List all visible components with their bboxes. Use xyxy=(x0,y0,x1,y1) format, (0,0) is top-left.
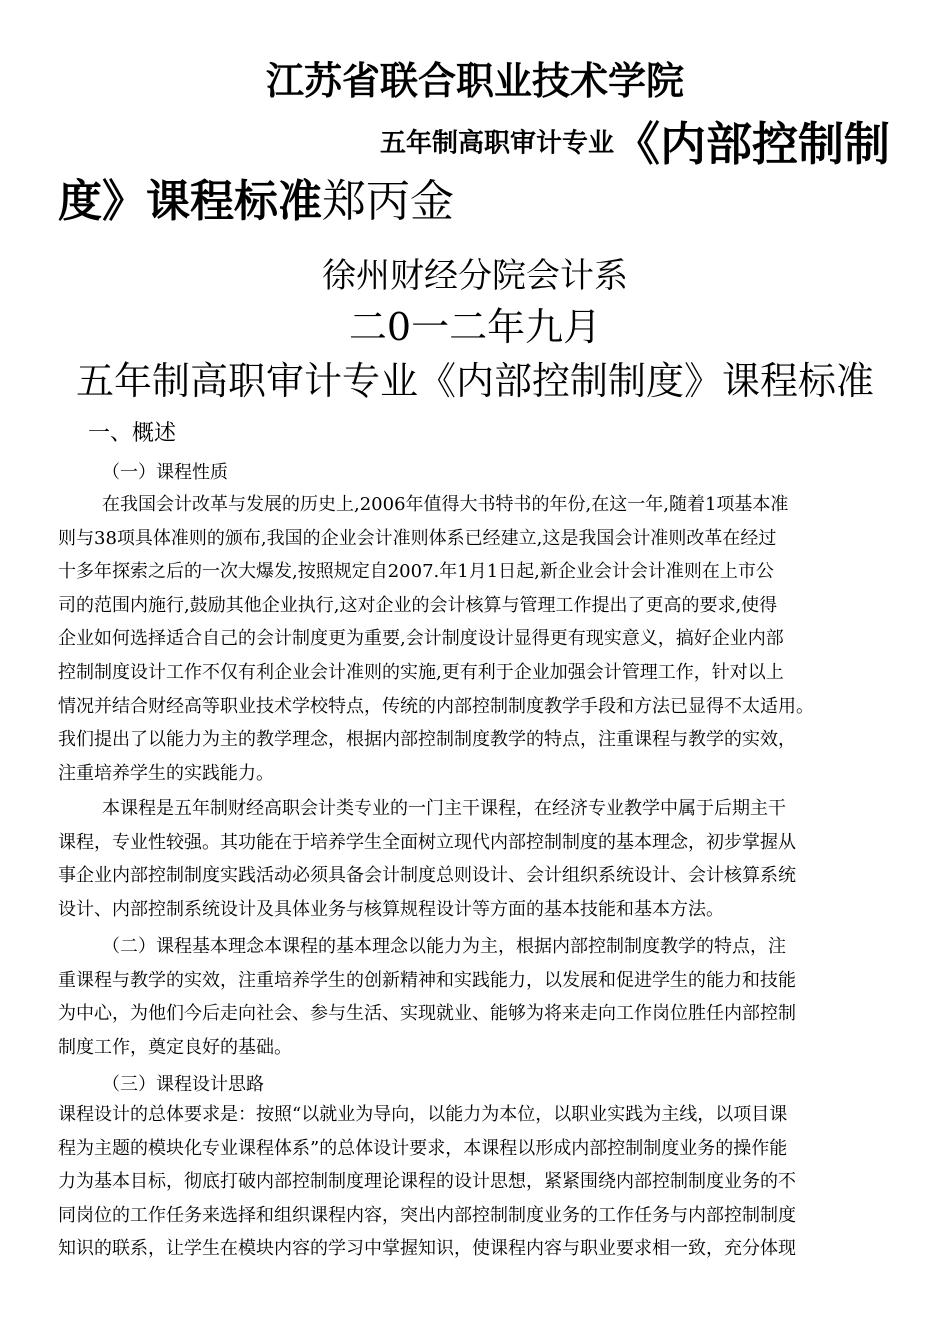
paragraph-line: 我们提出了以能力为主的教学理念，根据内部控制制度教学的特点，注重课程与教学的实效， xyxy=(58,729,796,751)
paragraph-line: 在我国会计改革与发展的历史上,2006年值得大书特书的年份,在这一年,随着1项基本准 xyxy=(102,494,789,515)
paragraph-line: 注重培养学生的实践能力。 xyxy=(58,762,274,784)
paragraph-line: 制度工作，奠定良好的基础。 xyxy=(58,1036,292,1058)
paragraph-line: （二）课程基本理念本课程的基本理念以能力为主，根据内部控制制度教学的特点，注 xyxy=(102,936,786,957)
paragraph-line: 课程设计的总体要求是：按照“以就业为导向，以能力为本位，以职业实践为主线，以项目课 xyxy=(58,1104,788,1125)
cover-date: 二0一二年九月 xyxy=(348,305,602,349)
cover-title-big: 《内部控制制 xyxy=(614,117,891,171)
cover-title-continuation: 度》课程标准 xyxy=(58,176,322,227)
subsection-heading-design: （三）课程设计思路 xyxy=(102,1074,264,1095)
paragraph-line: 本课程是五年制财经高职会计类专业的一门主干课程，在经济专业教学中属于后期主干 xyxy=(102,798,786,819)
cover-title-line1 xyxy=(380,108,890,174)
paragraph-course-role xyxy=(58,792,898,926)
paragraph-reform-background xyxy=(58,488,898,790)
paragraph-design-requirements xyxy=(58,1098,898,1266)
paragraph-line: 情况并结合财经高等职业技术学校特点，传统的内部控制制度教学手段和方法已显得不太适用。 xyxy=(58,695,814,717)
document-title: 五年制高职审计专业《内部控制制度》课程标准 xyxy=(75,359,874,403)
paragraph-line: 设计、内部控制系统设计及具体业务与核算规程设计等方面的基本技能和基本方法。 xyxy=(58,898,724,920)
subsection-heading-nature: （一）课程性质 xyxy=(102,462,228,483)
paragraph-line: 司的范围内施行,鼓励其他企业执行,这对企业的会计核算与管理工作提出了更高的要求,使得 xyxy=(58,594,778,616)
paragraph-line: 企业如何选择适合自己的会计制度更为重要,会计制度设计显得更有现实意义，搞好企业内部 xyxy=(58,628,784,650)
paragraph-line: 同岗位的工作任务来选择和组织课程内容，突出内部控制制度业务的工作任务与内部控制制度 xyxy=(58,1204,796,1226)
school-name: 江苏省联合职业技术学院 xyxy=(265,59,684,103)
paragraph-line: 程为主题的模块化专业课程体系”的总体设计要求，本课程以形成内部控制制度业务的操作能 xyxy=(58,1137,788,1159)
paragraph-line: 课程，专业性较强。其功能在于培养学生全面树立现代内部控制制度的基本理念，初步掌握从 xyxy=(58,831,796,853)
paragraph-line: 力为基本目标，彻底打破内部控制制度理论课程的设计思想，紧紧围绕内部控制制度业务的不 xyxy=(58,1171,796,1193)
paragraph-line: 重课程与教学的实效，注重培养学生的创新精神和实践能力，以发展和促进学生的能力和技能 xyxy=(58,969,796,991)
paragraph-line: 则与38项具体准则的颁布,我国的企业会计准则体系已经建立,这是我国会计准则改革在经过 xyxy=(58,527,777,549)
paragraph-line: 十多年探索之后的一次大爆发,按照规定自2007.年1月1日起,新企业会计会计准则在上市公 xyxy=(58,561,774,583)
paragraph-line: 为中心，为他们今后走向社会、参与生活、实现就业、能够为将来走向工作岗位胜任内部控制 xyxy=(58,1003,796,1025)
paragraph-line: 事企业内部控制制度实践活动必须具备会计制度总则设计、会计组织系统设计、会计核算系统 xyxy=(58,865,796,887)
paragraph-course-philosophy xyxy=(58,930,898,1064)
department-name: 徐州财经分院会计系 xyxy=(322,256,628,296)
section-heading: 一、概述 xyxy=(88,421,177,446)
cover-title-prefix: 五年制高职审计专业 xyxy=(380,128,615,159)
paragraph-line: 知识的联系，让学生在模块内容的学习中掌握知识，使课程内容与职业要求相一致，充分体现 xyxy=(58,1238,796,1260)
paragraph-line: 控制制度设计工作不仅有利企业会计准则的实施,更有利于企业加强会计管理工作，针对以上 xyxy=(58,661,784,683)
cover-title-line2 xyxy=(58,165,454,229)
author-name: 郑丙金 xyxy=(322,176,454,227)
